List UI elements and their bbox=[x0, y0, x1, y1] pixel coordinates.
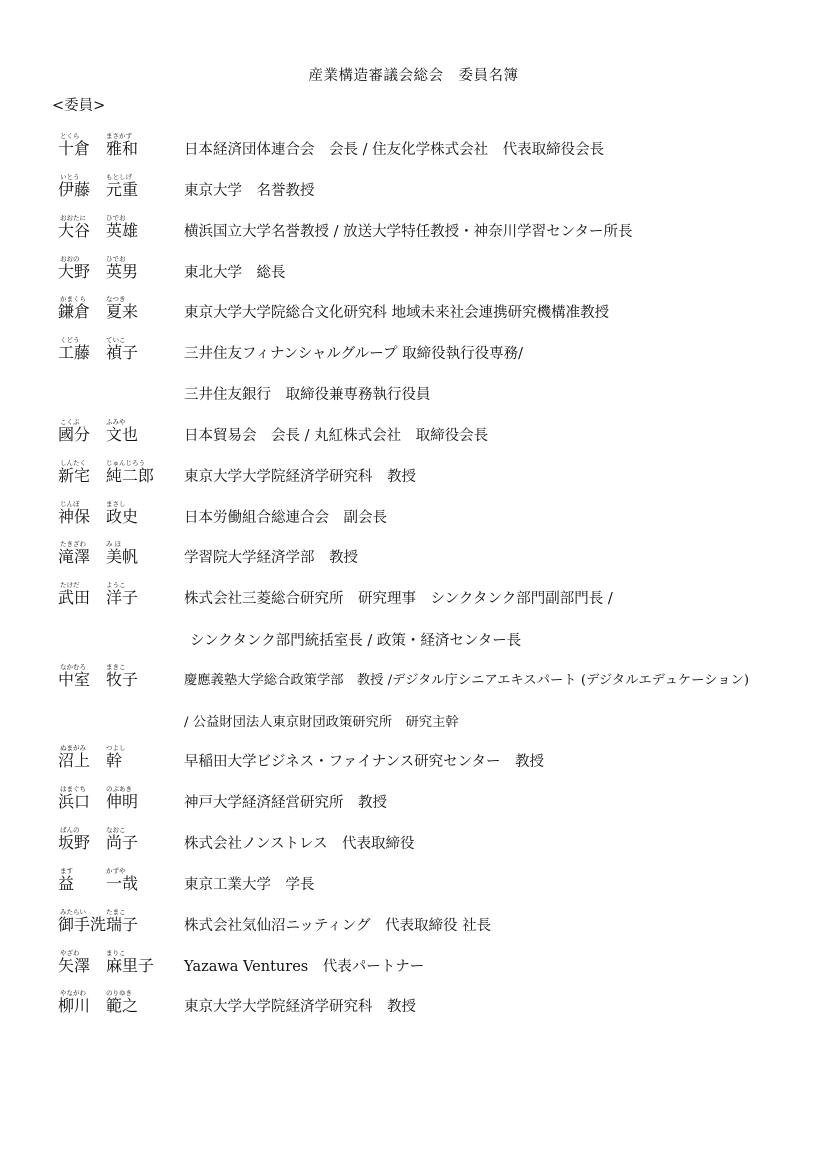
given-name: 瑞子 bbox=[106, 915, 139, 934]
member-affiliation: 三井住友フィナンシャルグループ 取締役執行役専務/ bbox=[184, 346, 524, 362]
family-name: 鎌倉 bbox=[58, 302, 91, 321]
family-name: 新宅 bbox=[58, 466, 91, 485]
family-reading: こくぶ bbox=[60, 418, 80, 426]
family-name: 大谷 bbox=[58, 221, 91, 240]
member-affiliation: 日本貿易会 会長 / 丸紅株式会社 取締役会長 bbox=[184, 428, 489, 444]
member-row bbox=[0, 581, 827, 611]
family-reading: ばんの bbox=[60, 826, 80, 834]
family-name: 御手洗 bbox=[58, 915, 107, 934]
given-name: 文也 bbox=[106, 425, 139, 444]
given-name: 英男 bbox=[106, 262, 139, 281]
member-row bbox=[0, 540, 827, 570]
family-reading: しんたく bbox=[60, 459, 86, 467]
family-name: 坂野 bbox=[58, 833, 91, 852]
family-reading: かまくら bbox=[60, 295, 86, 303]
given-name: 範之 bbox=[106, 996, 139, 1015]
given-name: 洋子 bbox=[106, 588, 139, 607]
family-name: 浜口 bbox=[58, 792, 91, 811]
family-name: 矢澤 bbox=[58, 956, 91, 975]
family-reading: いとう bbox=[60, 173, 80, 181]
member-row bbox=[0, 255, 827, 285]
given-reading: ふみや bbox=[106, 418, 126, 426]
member-row bbox=[0, 989, 827, 1019]
given-reading: ていこ bbox=[106, 336, 126, 344]
given-name: 夏来 bbox=[106, 302, 139, 321]
member-affiliation: 学習院大学経済学部 教授 bbox=[184, 550, 358, 566]
member-affiliation: 東京大学大学院総合文化研究科 地域未来社会連携研究機構准教授 bbox=[184, 305, 610, 321]
family-reading: やながわ bbox=[60, 989, 86, 997]
member-row bbox=[0, 744, 827, 774]
given-name: 純二郎 bbox=[106, 466, 155, 485]
member-row bbox=[0, 132, 827, 162]
member-affiliation: 日本労働組合総連合会 副会長 bbox=[184, 510, 387, 526]
page-title: 産業構造審議会総会 委員名簿 bbox=[308, 68, 519, 84]
given-name: 幹 bbox=[106, 751, 123, 770]
given-reading: のぶあき bbox=[106, 785, 132, 793]
member-row bbox=[0, 949, 827, 979]
given-reading: ようこ bbox=[106, 581, 126, 589]
given-reading: なおこ bbox=[106, 826, 126, 834]
family-reading: やざわ bbox=[60, 949, 80, 957]
member-affiliation: 株式会社三菱総合研究所 研究理事 シンクタンク部門副部門長 / bbox=[184, 591, 613, 607]
member-affiliation: 横浜国立大学名誉教授 / 放送大学特任教授・神奈川学習センター所長 bbox=[184, 224, 633, 240]
family-name: 沼上 bbox=[58, 751, 91, 770]
member-affiliation: 神戸大学経済経営研究所 教授 bbox=[184, 795, 387, 811]
given-name: 尚子 bbox=[106, 833, 139, 852]
given-name: 牧子 bbox=[106, 670, 139, 689]
member-affiliation: 早稲田大学ビジネス・ファイナンス研究センター 教授 bbox=[184, 754, 545, 770]
family-name: 武田 bbox=[58, 588, 91, 607]
family-reading: とくら bbox=[60, 132, 80, 140]
member-row bbox=[0, 908, 827, 938]
given-reading: かずや bbox=[106, 867, 126, 875]
member-affiliation: 株式会社ノンストレス 代表取締役 bbox=[184, 836, 415, 852]
member-row bbox=[0, 173, 827, 203]
member-affiliation: 東京大学大学院経済学研究科 教授 bbox=[184, 469, 416, 485]
member-affiliation: 東京大学大学院経済学研究科 教授 bbox=[184, 999, 416, 1015]
family-reading: なかむろ bbox=[60, 663, 86, 671]
family-reading: おおたに bbox=[60, 214, 86, 222]
member-row bbox=[0, 500, 827, 530]
member-row bbox=[0, 826, 827, 856]
family-name: 工藤 bbox=[58, 343, 91, 362]
member-row bbox=[0, 418, 827, 448]
section-label: <委員> bbox=[52, 98, 106, 114]
given-name: 元重 bbox=[106, 180, 139, 199]
given-reading: まさし bbox=[106, 500, 126, 508]
member-row bbox=[0, 459, 827, 489]
family-name: 十倉 bbox=[58, 139, 91, 158]
given-reading: ひでお bbox=[106, 214, 126, 222]
given-name: 禎子 bbox=[106, 343, 139, 362]
member-row bbox=[0, 295, 827, 325]
member-row bbox=[0, 214, 827, 244]
family-name: 伊藤 bbox=[58, 180, 91, 199]
family-name: 柳川 bbox=[58, 996, 91, 1015]
given-reading: のりゆき bbox=[106, 989, 132, 997]
member-affiliation: 東京大学 名誉教授 bbox=[184, 183, 315, 199]
given-reading: まきこ bbox=[106, 663, 126, 671]
family-reading: はまぐち bbox=[60, 785, 86, 793]
given-name: 伸明 bbox=[106, 792, 139, 811]
given-reading: まさかず bbox=[106, 132, 132, 140]
family-reading: ます bbox=[60, 867, 73, 875]
member-affiliation-continued: 三井住友銀行 取締役兼専務執行役員 bbox=[184, 387, 431, 403]
family-reading: くどう bbox=[60, 336, 80, 344]
given-reading: み ほ bbox=[106, 540, 122, 548]
family-reading: たけだ bbox=[60, 581, 80, 589]
member-affiliation: 慶應義塾大学総合政策学部 教授 /デジタル庁シニアエキスパート (デジタルエデュケーション) bbox=[184, 673, 750, 688]
family-reading: おおの bbox=[60, 255, 80, 263]
family-name: 大野 bbox=[58, 262, 91, 281]
member-affiliation: 日本経済団体連合会 会長 / 住友化学株式会社 代表取締役会長 bbox=[184, 142, 605, 158]
given-reading: もとしげ bbox=[106, 173, 132, 181]
member-affiliation-continued: シンクタンク部門統括室長 / 政策・経済センター長 bbox=[190, 633, 522, 649]
given-name: 政史 bbox=[106, 507, 139, 526]
member-affiliation: 東北大学 総長 bbox=[184, 265, 286, 281]
family-reading: ぬまがみ bbox=[60, 744, 86, 752]
member-affiliation: Yazawa Ventures 代表パートナー bbox=[184, 959, 425, 975]
given-name: 美帆 bbox=[106, 547, 139, 566]
family-name: 國分 bbox=[58, 425, 91, 444]
given-reading: まりこ bbox=[106, 949, 126, 957]
given-name: 麻里子 bbox=[106, 956, 155, 975]
given-name: 一哉 bbox=[106, 874, 139, 893]
family-reading: みたらい bbox=[60, 908, 86, 916]
given-name: 英雄 bbox=[106, 221, 139, 240]
family-name: 中室 bbox=[58, 670, 91, 689]
given-name: 雅和 bbox=[106, 139, 139, 158]
family-reading: たきざわ bbox=[60, 540, 86, 548]
member-affiliation: 株式会社気仙沼ニッティング 代表取締役 社長 bbox=[184, 918, 492, 934]
given-reading: じゅんじろう bbox=[106, 459, 145, 467]
family-name: 神保 bbox=[58, 507, 91, 526]
member-affiliation-continued: / 公益財団法人東京財団政策研究所 研究主幹 bbox=[184, 715, 459, 730]
given-reading: つよし bbox=[106, 744, 126, 752]
member-row bbox=[0, 785, 827, 815]
family-name: 滝澤 bbox=[58, 547, 91, 566]
member-row bbox=[0, 663, 827, 693]
family-name: 益 bbox=[58, 874, 75, 893]
member-affiliation: 東京工業大学 学長 bbox=[184, 877, 315, 893]
member-row bbox=[0, 336, 827, 366]
given-reading: ひでお bbox=[106, 255, 126, 263]
given-reading: たまこ bbox=[106, 908, 126, 916]
given-reading: なつき bbox=[106, 295, 126, 303]
family-reading: じんぼ bbox=[60, 500, 80, 508]
member-row bbox=[0, 867, 827, 897]
